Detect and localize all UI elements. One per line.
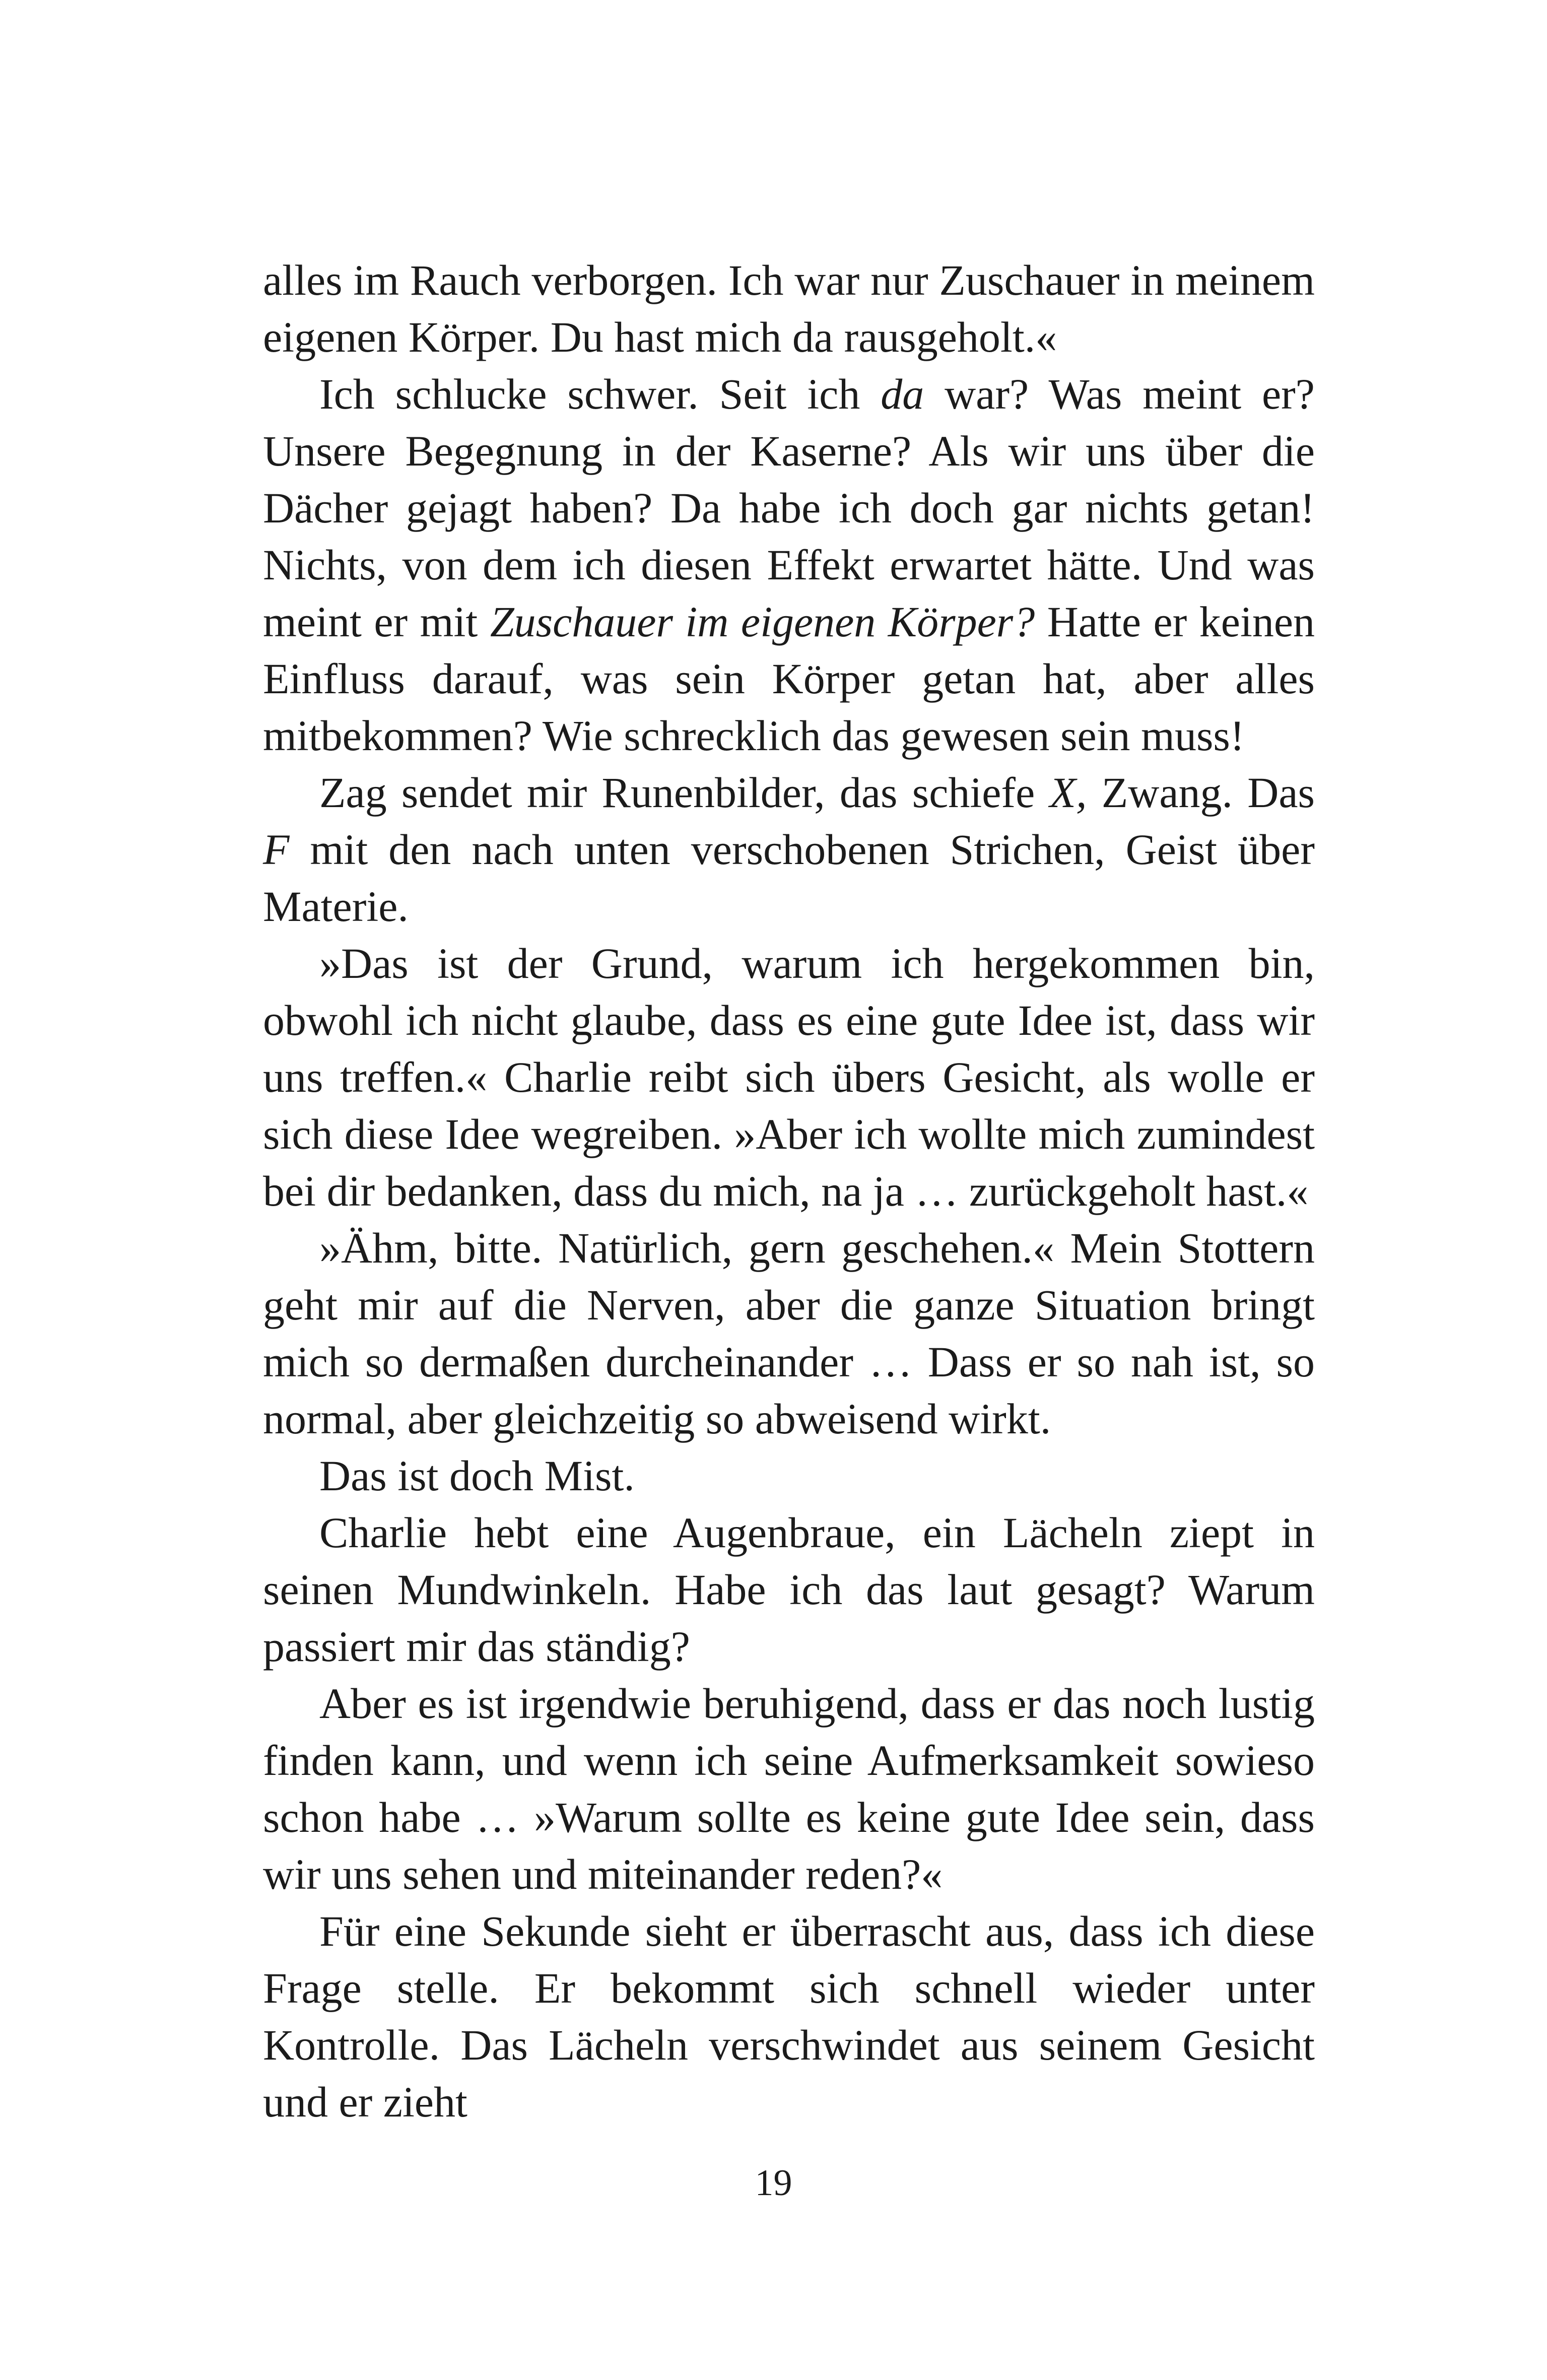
paragraph — [263, 1675, 1315, 1903]
italic-text: Zuschauer im eigenen Körper? — [490, 598, 1035, 646]
italic-text: X, — [1049, 768, 1087, 817]
paragraph — [263, 1903, 1315, 2131]
paragraph — [263, 764, 1315, 935]
text-run: Zag sendet mir Runenbilder, das schiefe — [319, 768, 1050, 817]
text-run: mit den nach unten verschobenen Strichen, Geist über Materie. — [263, 825, 1315, 931]
text-run: »Das ist der Grund, warum ich hergekommen bin, obwohl ich nicht glaube, dass es eine gute Idee ist, dass wir uns treffen.« Charlie reibt sich übers Gesicht, als wolle er sich diese Idee wegreiben. »Aber ich wollte mich zumindest bei dir bedanken, dass du mich, na ja … zurückgeholt hast.« — [263, 939, 1315, 1215]
text-run: Hatte er keinen Einfluss darauf, was sein Körper getan hat, aber alles mitbekommen? Wie schrecklich das gewesen sein muss! — [263, 598, 1315, 760]
paragraph — [263, 1504, 1315, 1675]
text-run: war? Was meint er? Unsere Begegnung in der Kaserne? Als wir uns über die Dächer gejagt haben? Da habe ich doch gar nichts getan! Nichts, von dem ich diesen Effekt erwartet hätte. Und was meint er mit — [263, 370, 1315, 646]
paragraph — [263, 935, 1315, 1220]
text-run: Ich schlucke schwer. Seit ich — [319, 370, 881, 418]
paragraph — [263, 1447, 1315, 1504]
page-number: 19 — [755, 2162, 792, 2204]
text-run: Charlie hebt eine Augenbraue, ein Lächeln ziept in seinen Mundwinkeln. Habe ich das laut gesagt? Warum passiert mir das ständig? — [263, 1508, 1315, 1671]
paragraph — [263, 252, 1315, 366]
text-run: alles im Rauch verborgen. Ich war nur Zuschauer in meinem eigenen Körper. Du hast mich da rausgeholt.« — [263, 256, 1315, 361]
text-run: Zwang. Das — [1087, 768, 1315, 817]
text-run: Für eine Sekunde sieht er überrascht aus, dass ich diese Frage stelle. Er bekommt sich schnell wieder unter Kontrolle. Das Lächeln verschwindet aus seinem Gesicht und er zieht — [263, 1907, 1315, 2126]
paragraph — [263, 366, 1315, 764]
text-run: »Ähm, bitte. Natürlich, gern geschehen.« Mein Stottern geht mir auf die Nerven, aber die ganze Situation bringt mich so dermaßen durcheinander … Dass er so nah ist, so normal, aber gleichzeitig so abweisend wirkt. — [263, 1224, 1315, 1443]
text-run: Das ist doch Mist. — [319, 1451, 635, 1500]
body-text — [263, 252, 1315, 2131]
italic-text: da — [881, 370, 924, 418]
italic-text: F — [263, 825, 290, 874]
text-run: Aber es ist irgendwie beruhigend, dass er das noch lustig finden kann, und wenn ich seine Aufmerksamkeit sowieso schon habe … »Warum sollte es keine gute Idee sein, dass wir uns sehen und miteinander reden?« — [263, 1679, 1315, 1898]
paragraph — [263, 1220, 1315, 1447]
